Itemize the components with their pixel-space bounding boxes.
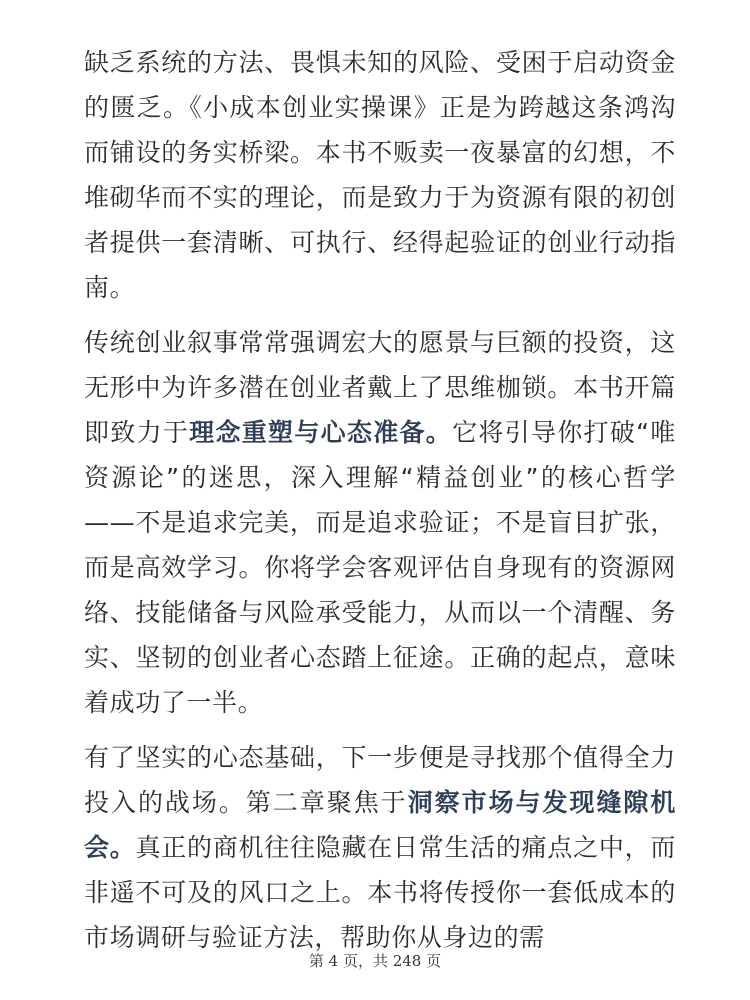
paragraph-3-text-b: 真正的商机往往隐藏在日常生活的痛点之中，而非遥不可及的风口之上。本书将传授你一套低成本的市场调研与验证方法，帮助你从身边的需 (84, 833, 676, 952)
paragraph-2-text-b: 它将引导你打破“唯资源论”的迷思，深入理解“精益创业”的核心哲学——不是追求完美，而是追求验证；不是盲目扩张，而是高效学习。你将学会客观评估自身现有的资源网络、技能储备与风险承受能力，从而以一个清醒、务实、坚韧的创业者心态踏上征途。正确的起点，意味着成功了一半。 (84, 418, 676, 717)
page-footer: 第 4 页，共 248 页 (308, 952, 442, 970)
paragraph-3-text-a: 有了坚实的心态基础，下一步便是寻找那个值得全力投入的战场。第二章聚焦于 (84, 743, 676, 817)
paragraph-1 (84, 40, 676, 310)
paragraph-2-emphasis: 理念重塑与心态准备。 (189, 418, 453, 447)
paragraph-2-text-a: 传统创业叙事常常强调宏大的愿景与巨额的投资，这无形中为许多潜在创业者戴上了思维枷锁。本书开篇即致力于 (84, 328, 676, 447)
paragraph-3 (84, 735, 676, 960)
paragraph-3-emphasis: 洞察市场与发现缝隙机会。 (84, 788, 676, 862)
paragraph-2 (84, 320, 676, 725)
paragraph-1-text: 缺乏系统的方法、畏惧未知的风险、受困于启动资金的匮乏。《小成本创业实操课》正是为跨越这条鸿沟而铺设的务实桥梁。本书不贩卖一夜暴富的幻想，不堆砌华而不实的理论，而是致力于为资源有限的初创者提供一套清晰、可执行、经得起验证的创业行动指南。 (84, 48, 676, 302)
page-body (84, 40, 676, 970)
